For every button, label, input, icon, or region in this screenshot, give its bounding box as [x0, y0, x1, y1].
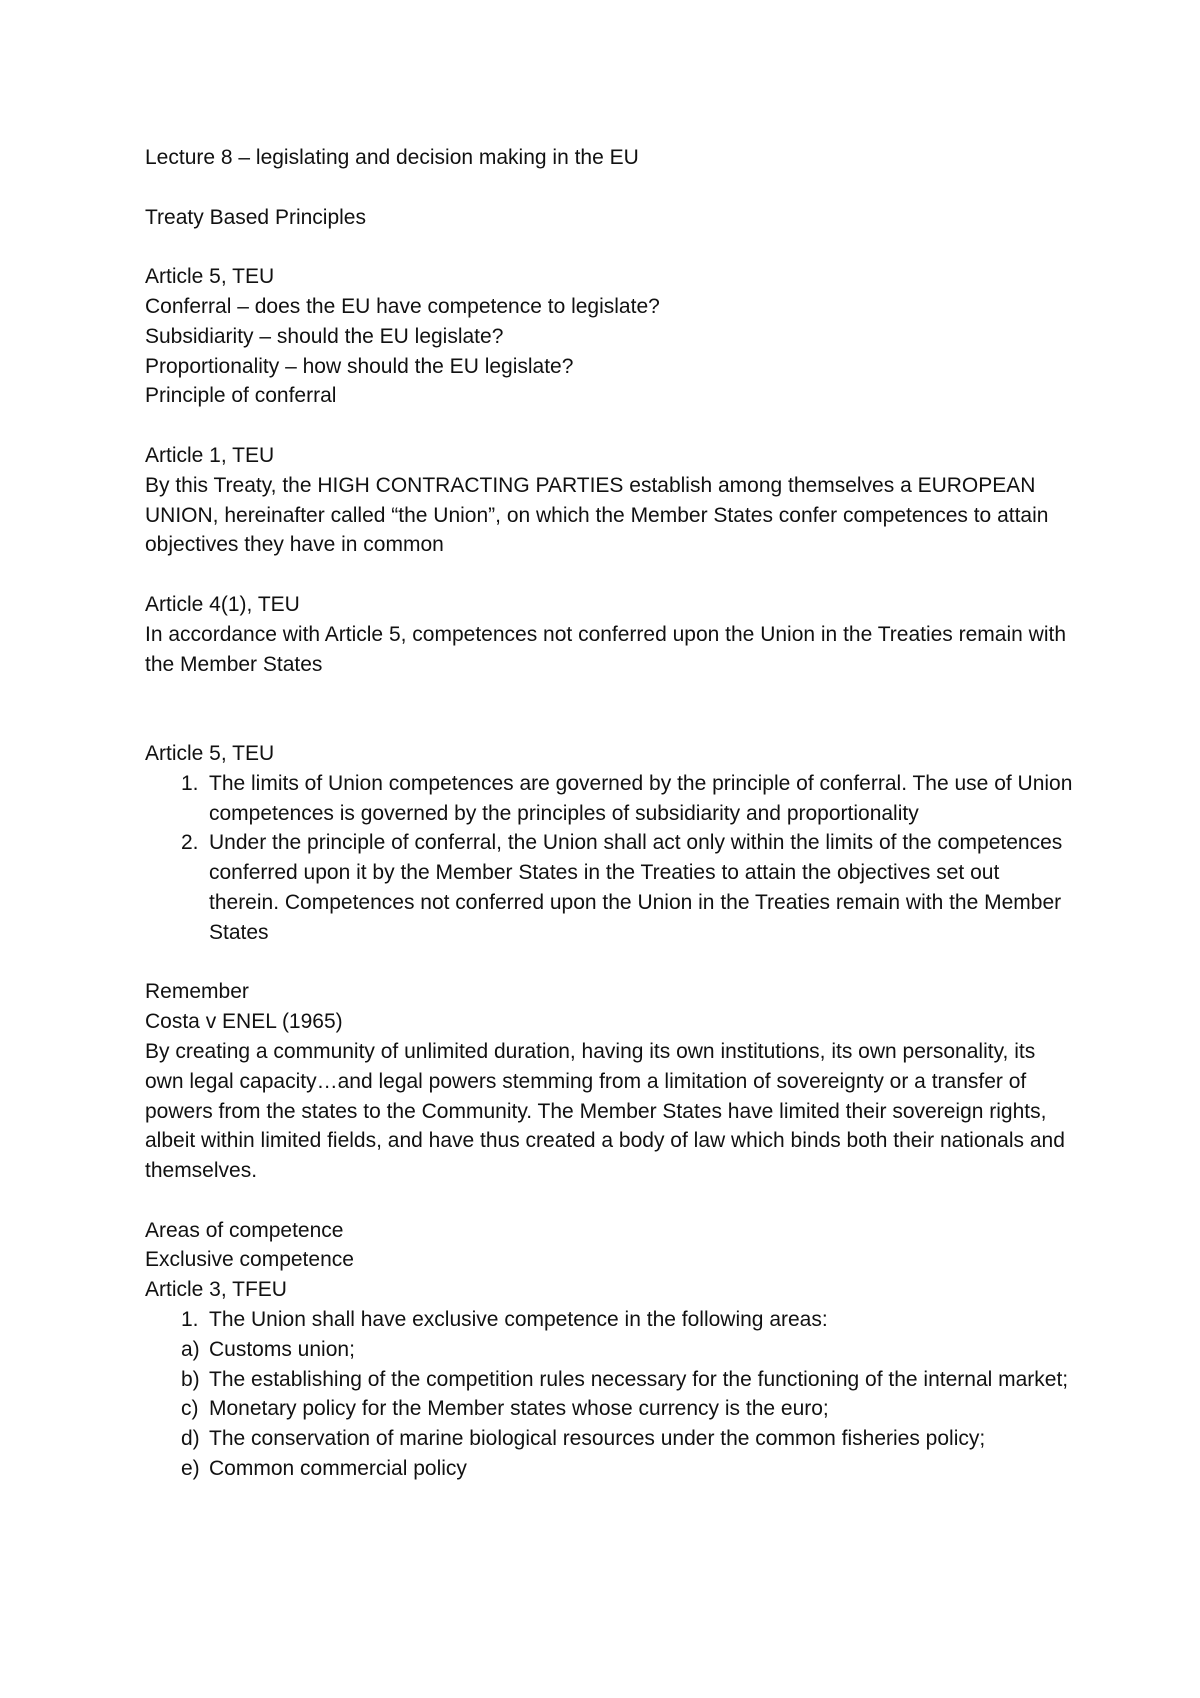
- article-heading: Article 5, TEU: [145, 741, 275, 765]
- list-item: [145, 828, 1075, 947]
- list-item: [145, 1335, 1075, 1365]
- article-text: By this Treaty, the HIGH CONTRACTING PARTIES establish among themselves a EUROPEAN UNION, hereinafter called “the Union”, on which the Member States confer competences to attain objectives they have in common: [145, 473, 1049, 557]
- list-marker: 1.: [181, 1308, 199, 1332]
- article-heading: Article 5, TEU: [145, 265, 275, 289]
- spacer: [145, 232, 1075, 262]
- spacer: [145, 1186, 1075, 1216]
- article-heading: Article 3, TFEU: [145, 1278, 287, 1302]
- list-item-text: Customs union;: [209, 1337, 355, 1361]
- list-marker: 1.: [181, 771, 199, 795]
- lecture-title: Lecture 8 – legislating and decision making in the EU: [145, 146, 639, 169]
- list-item: [145, 1454, 1075, 1484]
- section-heading-competence: Areas of competence: [145, 1218, 344, 1242]
- spacer: [145, 679, 1075, 739]
- list-item-text: Under the principle of conferral, the Union shall act only within the limits of the competences conferred upon it by the Member States in the Treaties to attain the objectives set out therein. Competences not conferred upon the Union in the Treaties remain with the Member States: [209, 831, 1063, 944]
- list-item-text: Monetary policy for the Member states whose currency is the euro;: [209, 1397, 829, 1421]
- list-marker: d): [181, 1427, 200, 1451]
- list-item: [145, 1365, 1075, 1395]
- list-item: [145, 1424, 1075, 1454]
- list-item: [145, 1394, 1075, 1424]
- list-item-text: Common commercial policy: [209, 1457, 467, 1481]
- list-item-text: The establishing of the competition rules necessary for the functioning of the internal market;: [209, 1367, 1069, 1391]
- principle-line: Principle of conferral: [145, 384, 337, 408]
- subheading-exclusive-competence: Exclusive competence: [145, 1248, 354, 1272]
- list-marker: 2.: [181, 831, 199, 855]
- spacer: [145, 411, 1075, 441]
- list-item-text: The limits of Union competences are governed by the principle of conferral. The use of Union competences is governed by the principles of subsidiarity and proportionality: [209, 771, 1073, 825]
- list-marker: a): [181, 1337, 200, 1361]
- spacer: [145, 948, 1075, 978]
- article-heading: Article 1, TEU: [145, 443, 275, 467]
- list-item-text: The Union shall have exclusive competence in the following areas:: [209, 1308, 828, 1332]
- list-item-text: The conservation of marine biological resources under the common fisheries policy;: [209, 1427, 986, 1451]
- document-page: [145, 143, 1075, 1484]
- principle-line: Conferral – does the EU have competence to legislate?: [145, 294, 660, 318]
- list-marker: e): [181, 1457, 200, 1481]
- spacer: [145, 560, 1075, 590]
- principle-line: Subsidiarity – should the EU legislate?: [145, 324, 504, 348]
- list-item: [145, 769, 1075, 829]
- list-marker: c): [181, 1397, 199, 1421]
- spacer: [145, 173, 1075, 203]
- section-heading-treaty-principles: Treaty Based Principles: [145, 205, 366, 229]
- article-heading: Article 4(1), TEU: [145, 592, 300, 616]
- case-quote: By creating a community of unlimited duration, having its own institutions, its own personality, its own legal capacity…and legal powers stemming from a limitation of sovereignty or a transfer of powers from the states to the Community. The Member States have limited their sovereign rights, albeit within limited fields, and have thus created a body of law which binds both their nationals and themselves.: [145, 1039, 1065, 1183]
- principle-line: Proportionality – how should the EU legislate?: [145, 354, 574, 378]
- case-name: Costa v ENEL (1965): [145, 1010, 343, 1034]
- list-marker: b): [181, 1367, 200, 1391]
- article-text: In accordance with Article 5, competences not conferred upon the Union in the Treaties remain with the Member States: [145, 622, 1067, 676]
- list-item: [145, 1305, 1075, 1335]
- section-heading-remember: Remember: [145, 980, 249, 1004]
